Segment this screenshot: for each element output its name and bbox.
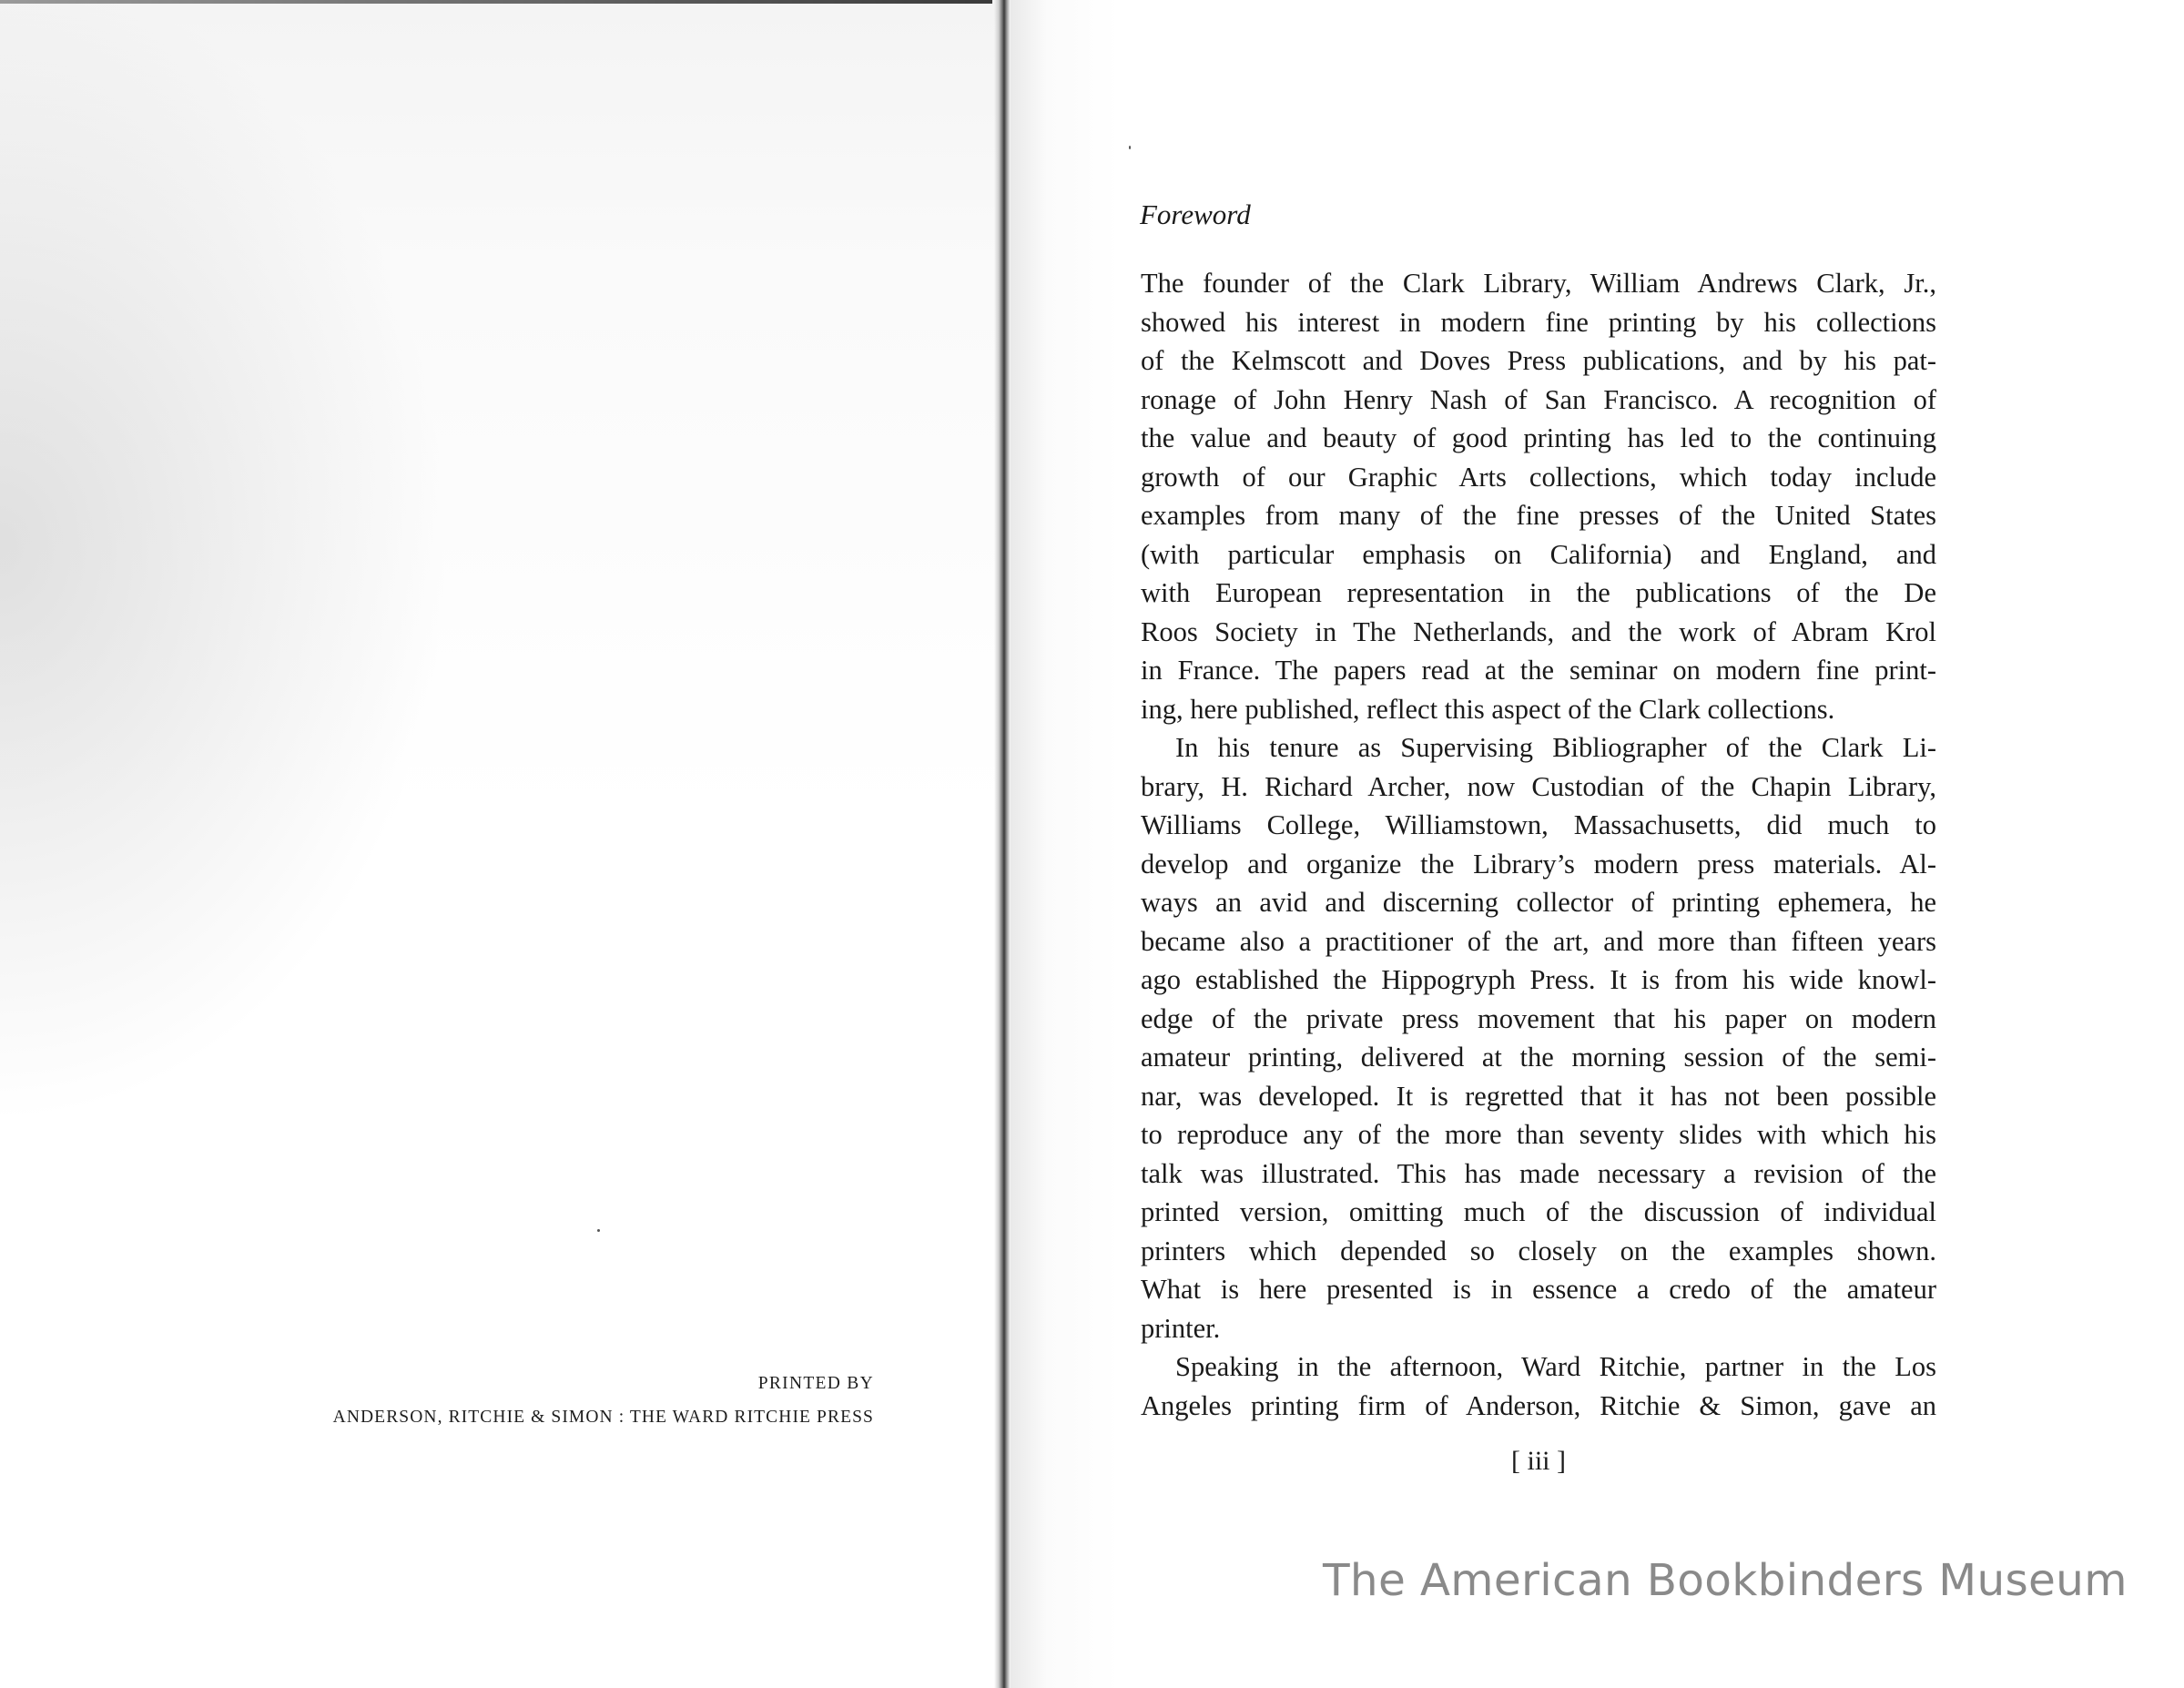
left-page (0, 0, 1001, 1688)
text-line: printer. (1141, 1312, 1221, 1344)
text-line: talk was illustrated. This has made necessary a revision of the (1141, 1157, 1936, 1189)
text-line: showed his interest in modern fine printing by his collections (1141, 306, 1936, 338)
text-line: In his tenure as Supervising Bibliographer of the Clark Li- (1175, 732, 1936, 763)
text-line: examples from many of the fine presses of the United States (1141, 500, 1936, 531)
text-line: Speaking in the afternoon, Ward Ritchie, partner in the Los (1175, 1351, 1936, 1382)
text-line: develop and organize the Library’s modern press materials. Al- (1141, 848, 1936, 880)
text-line: became also a practitioner of the art, and more than fifteen years (1141, 925, 1936, 957)
colophon-printer-name: ANDERSON, RITCHIE & SIMON : THE WARD RITCHIE PRESS (332, 1408, 874, 1427)
text-line: The founder of the Clark Library, William Andrews Clark, Jr., (1141, 268, 1936, 299)
text-line: edge of the private press movement that his paper on modern (1141, 1002, 1936, 1034)
paper-speck (597, 1229, 600, 1232)
text-line: the value and beauty of good printing has led to the continuing (1141, 422, 1936, 453)
text-line: brary, H. Richard Archer, now Custodian of the Chapin Library, (1141, 770, 1936, 802)
text-line: ronage of John Henry Nash of San Francisco. A recognition of (1141, 383, 1936, 415)
page-title: Foreword (1140, 198, 1251, 230)
foreword-body (1141, 264, 1936, 1425)
book-gutter (994, 0, 1011, 1688)
text-line: growth of our Graphic Arts collections, which today include (1141, 461, 1936, 493)
text-line: nar, was developed. It is regretted that it has not been possible (1141, 1080, 1936, 1112)
page-number: [ iii ] (1511, 1446, 1566, 1476)
text-line: What is here presented is in essence a credo of the amateur (1141, 1274, 1936, 1305)
text-line: printers which depended so closely on the examples shown. (1141, 1235, 1936, 1266)
text-line: in France. The papers read at the seminar on modern fine print- (1141, 655, 1936, 686)
colophon-printed-by: PRINTED BY (757, 1374, 874, 1393)
museum-watermark: The American Bookbinders Museum (1323, 1555, 2128, 1606)
text-line: (with particular emphasis on California) and England, and (1141, 538, 1936, 570)
text-line: amateur printing, delivered at the morning session of the semi- (1141, 1042, 1936, 1073)
printer-colophon (182, 1368, 874, 1436)
text-line: ago established the Hippogryph Press. It is from his wide knowl- (1141, 964, 1936, 995)
text-line: Angeles printing firm of Anderson, Ritchie & Simon, gave an (1141, 1389, 1936, 1421)
page-top-edge (0, 0, 992, 4)
text-line: ways an avid and discerning collector of printing ephemera, he (1141, 887, 1936, 918)
paper-speck (1129, 146, 1131, 149)
text-line: Roos Society in The Netherlands, and the work of Abram Krol (1141, 615, 1936, 647)
text-line: of the Kelmscott and Doves Press publications, and by his pat- (1141, 345, 1936, 376)
text-line: printed version, omitting much of the discussion of individual (1141, 1196, 1936, 1227)
text-line: with European representation in the publications of the De (1141, 577, 1936, 608)
text-line: to reproduce any of the more than seventy slides with which his (1141, 1119, 1936, 1150)
text-line: Williams College, Williamstown, Massachusetts, did much to (1141, 809, 1936, 840)
text-line: ing, here published, reflect this aspect of the Clark collections. (1141, 693, 1835, 725)
